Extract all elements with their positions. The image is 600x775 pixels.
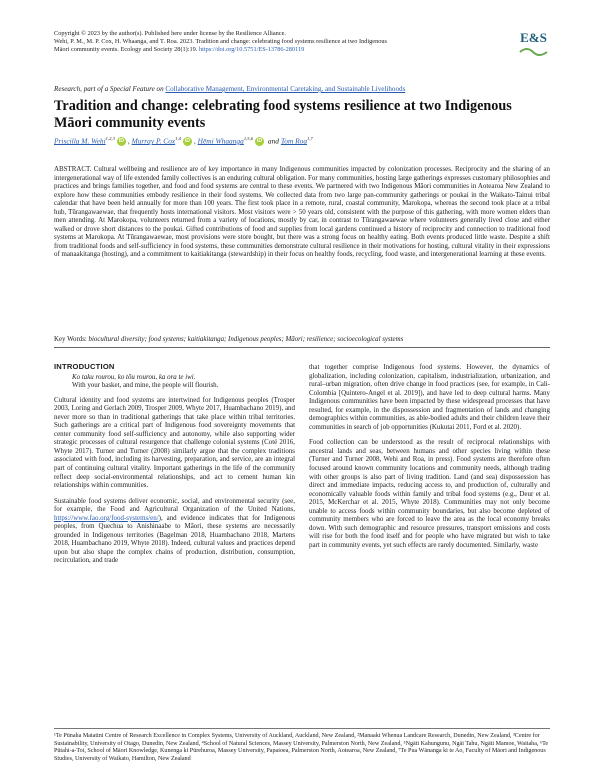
paragraph: Food collection can be understood as the result of reciprocal relationships with ancestral lands and seas, between humans and other species living within these (Turner and Turner 2008, Wehi and Roa, in press). Food systems are therefore often focused around known community locations and community needs, although trading with other groups is also part of living tradition. Land (and sea) dispossession has direct and immediate impacts, reducing access to, and production of, culturally and economically valuable foods within family and tribal food systems (e.g., Deur et al. 2015, McKerchar et al. 2015, Whyte 2018). Communities may not only become unable to access foods within community boundaries, but also become depleted of community members who are forced to leave the area as the local economy breaks down. With such demographic and resource pressures, transport emissions and costs will rise for both the food itself and for people who have migrated but wish to take part in community events, yet such effects are rarely documented. Similarly, waste xyxy=(309,438,550,549)
kicker-middle: , part of a Special Feature on xyxy=(80,85,166,93)
keywords-text: biocultural diversity; food systems; kaitiakitanga; Indigenous peoples; Māori; resilience; socioecological systems xyxy=(88,336,404,343)
author-list xyxy=(54,136,550,146)
abstract-text: Cultural wellbeing and resilience are of key importance in many Indigenous communities impacted by colonization processes. Reciprocity and the sharing of an intergenerational way of life extended family collectives is an enduring cultural obligation. For many communities, hosting large gatherings expresses customary philosophies and practices and brings families together, and food and food systems are central to these events. We partnered with two Indigenous Māori communities in Aotearoa New Zealand to explore how these communities embody resilience in their food systems. We collected data from two large pan-community gatherings or poukai in the Waikato-Tainui tribal calendar that have been held annually for more than 100 years. The first took place in a remote, rural, coastal community, Marokopa, whereas the second took place at a tribal hub, Tūrangawaewae, that frequently hosts international visitors. Most visitors were > 50 years old, consistent with the purpose of this gathering, with more women elders than men attending. At Marokopa, volunteers returned from a variety of locations, mostly by car, in contrast to Tūrangawaewae where volunteers generally lived close and either walked or drove short distances to the poukai. Gifted contributions of food and supplies from local gardens continued a history of reciprocity and connection to traditional food systems at Marokopa. At Tūrangawaewae, most provisions were store bought, but there was a strong focus on healthy eating. Both events produced little waste. Despite a shift from traditional foods and self-sufficiency in food systems, these communities demonstrate cultural resilience in their motivations for hosting, cultural vitality in their expressions of manaakitanga (hosting), and a commitment to kaitiakitanga (stewardship) in their focus on healthy foods, recycling, food waste, and intergenerational learning at these events. xyxy=(54,165,551,259)
journal-logo-mark xyxy=(517,22,550,60)
author-separator: , xyxy=(193,136,196,146)
article-type: Research xyxy=(54,85,81,93)
abstract-label: ABSTRACT. xyxy=(54,165,92,173)
abstract xyxy=(54,165,550,259)
doi-link[interactable]: https://doi.org/10.5751/ES-13786-280119 xyxy=(198,45,305,53)
special-feature-link[interactable]: Collaborative Management, Environmental Caretaking, and Sustainable Livelihoods xyxy=(165,85,406,93)
author-affiliation: 1,2,3 xyxy=(105,136,115,141)
citation-line-2 xyxy=(54,46,494,54)
citation-line: Wehi, P. M., M. P. Cox, H. Whaanga, and T. Roa. 2023. Tradition and change: celebrating food systems resilience at two Indigenous xyxy=(54,37,388,45)
affiliation-footnotes: ¹Te Pūnaha Matatini Centre of Research Excellence in Complex Systems, University of Auckland, Auckland, New Zealand, ²Manaaki Whenua Landcare Research, Dunedin, New Zealand, ³Centre for Sustainability, University of Otago, Dunedin, New Zealand, ⁴School of Natural Sciences, Massey University, Palmerston North, New Zealand, ⁵Ngāti Kahungunu, Ngāi Tahu, Ngāti Mamoe, Waitaha, ⁶Te Pūtahi-a-Toi, School of Māori Knowledge, Kunenga ki Pūrehuroa, Massey University, Papaioea, Palmerston North, Aotearoa, New Zealand, ⁷Te Pua Wānanga ki te Ao, Faculty of Māori and Indigenous Studies, University of Waikato, Hamilton, New Zealand xyxy=(54,728,550,763)
paragraph xyxy=(54,497,295,565)
keywords xyxy=(54,336,550,348)
journal-logo xyxy=(517,22,550,60)
section-heading: INTRODUCTION xyxy=(54,362,115,371)
author-name[interactable]: Murray P. Cox xyxy=(131,136,176,146)
orcid-icon[interactable]: iD xyxy=(118,138,124,145)
keywords-label: Key Words: xyxy=(54,336,87,343)
author-separator: , xyxy=(127,136,130,146)
paragraph: Cultural identity and food systems are intertwined for Indigenous peoples (Trosper 2003, Loring and Gerlach 2009, Trosper 2009, Whyte 2017, Huambachano 2019), and never more so than in traditional gatherings that take place within tribal territories. Such gatherings are a critical part of Indigenous food sovereignty movements that center community food self-sufficiency and autonomy, while also supporting wider strategic processes of cultural resurgence that challenge colonial systems (Coté 2016, Whyte 2017). Turner and Turner (2008) similarly argue that the complex traditions associated with food, including its harvesting, preparation, and service, are an integral part of continuing cultural vitality. Important gatherings in the life of the community reflect deep social-environmental relationships, and act to cement human kin relationships within communities. xyxy=(54,395,295,490)
fao-link[interactable]: https://www.fao.org/food-systems/en/ xyxy=(54,513,159,522)
author-affiliation: 1,7 xyxy=(307,136,313,141)
author-affiliation: 1,4 xyxy=(175,136,181,141)
svg-text:E&S: E&S xyxy=(520,30,547,45)
author-name[interactable]: Priscilla M. Wehi xyxy=(54,136,106,146)
right-column xyxy=(309,363,550,556)
copyright-line: Copyright © 2023 by the author(s). Published here under license by the Resilience Alliance. xyxy=(54,30,286,37)
epigraph-maori: Ko taku rourou, ko tōu rourou, ka ora te iwi. xyxy=(72,372,196,381)
author-and: and xyxy=(267,136,279,146)
epigraph-english: With your basket, and mine, the people will flourish. xyxy=(72,381,219,390)
citation-text: Māori community events. Ecology and Society 28(1):19. xyxy=(54,45,199,53)
article-title: Tradition and change: celebrating food systems resilience at two Indigenous Māori community events xyxy=(54,98,512,131)
orcid-icon[interactable]: iD xyxy=(184,138,191,145)
article-kicker xyxy=(54,85,550,93)
paragraph-text: ), and evidence indicates that for Indigenous peoples, from Quechua to Anishinaabe to Māori, these systems are necessarily grounded in Indigenous territories (Bagelman 2018, Huambachano 2018, Martens 2018, Huambachano 2019, Whyte 2018). Indeed, cultural values and practices depend upon but also shape the complex chains of production, distribution, consumption, recirculation, and trade xyxy=(54,513,295,565)
author-name[interactable]: Tom Roa xyxy=(280,136,308,146)
author-name[interactable]: Hēmi Whaanga xyxy=(197,136,244,146)
left-column xyxy=(54,363,295,572)
author-affiliation: 1,5,6 xyxy=(243,136,254,141)
paragraph: that together comprise Indigenous food systems. However, the dynamics of globalization, including colonization, capitalism, industrialization, urbanization, and rural–urban migration, often drive change in food practices (see, for example, in Cali-Colombia [Quintero-Angel et al. 2019]), and have led to deep cultural harms. Many Indigenous communities have been impacted by these widespread processes that have resulted, for example, in the dispossession and fragmentation of lands and changing demographics within communities, as able-bodied adults and their children leave their communities in search of job opportunities (Kukutai 2011, Ford et al. 2020). xyxy=(309,363,550,431)
orcid-icon[interactable]: iD xyxy=(256,138,263,145)
paragraph-text: Sustainable food systems deliver economic, social, and environmental security (see, for example, the Food and Agricultural Organization of the United Nations, xyxy=(54,496,295,514)
copyright-notice xyxy=(54,30,494,53)
